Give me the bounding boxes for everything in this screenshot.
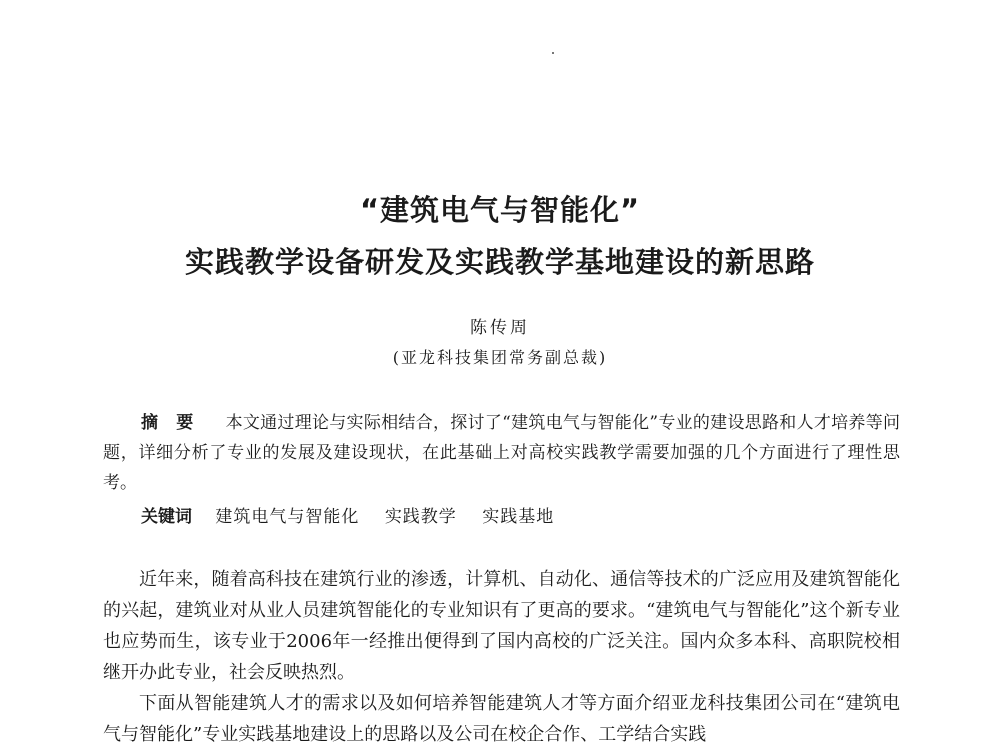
author-affiliation: (亚龙科技集团常务副总裁) (392, 348, 608, 367)
abstract (103, 408, 900, 498)
title-line-1: “建筑电气与智能化” (359, 193, 641, 227)
body-text (103, 564, 900, 750)
keywords (141, 502, 900, 532)
keyword-item: 实践基地 (482, 507, 555, 527)
body-paragraph: 近年来，随着高科技在建筑行业的渗透，计算机、自动化、通信等技术的广泛应用及建筑智能化的兴起，建筑业对从业人员建筑智能化的专业知识有了更高的要求。“建筑电气与智能化”这个新专业也应势而生，该专业于2006年一经推出便得到了国内高校的广泛关注。国内众多本科、高职院校相继开办此专业，社会反映热烈。 (103, 569, 900, 683)
author-name: 陈传周 (470, 318, 530, 338)
title-line-2: 实践教学设备研发及实践教学基地建设的新思路 (184, 245, 815, 279)
scan-speck (552, 52, 554, 54)
keyword-item: 实践教学 (384, 507, 457, 527)
keywords-label: 关键词 (141, 507, 192, 527)
body-paragraph: 下面从智能建筑人才的需求以及如何培养智能建筑人才等方面介绍亚龙科技集团公司在“建筑电气与智能化”专业实践基地建设上的思路以及公司在校企合作、工学结合实践 (103, 693, 900, 745)
keyword-item: 建筑电气与智能化 (215, 507, 360, 527)
abstract-text: 本文通过理论与实际相结合，探讨了“建筑电气与智能化”专业的建设思路和人才培养等问题，详细分析了专业的发展及建设现状，在此基础上对高校实践教学需要加强的几个方面进行了理性思考。 (103, 413, 901, 493)
abstract-label: 摘要 (141, 413, 212, 433)
